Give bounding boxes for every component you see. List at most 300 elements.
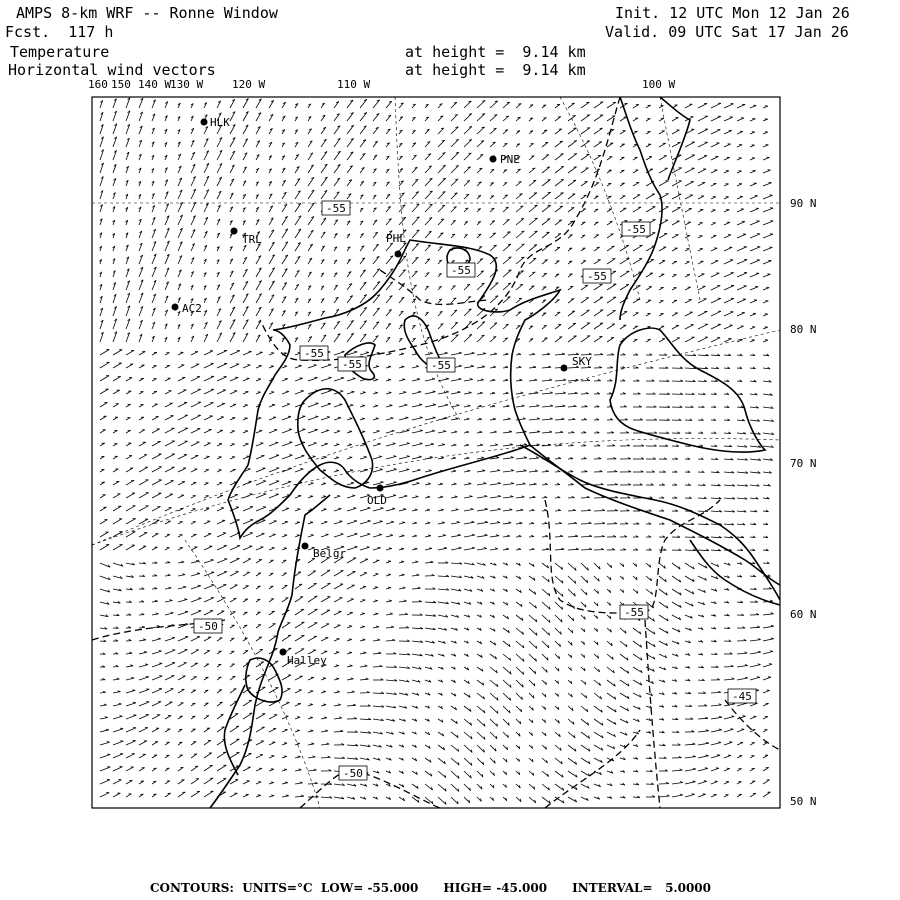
wind-vector-head bbox=[459, 365, 462, 366]
wind-vector-head bbox=[492, 379, 495, 380]
wind-vector bbox=[425, 444, 434, 446]
wind-vector-head bbox=[506, 392, 509, 393]
wind-vector bbox=[490, 128, 496, 134]
wind-vector-head bbox=[420, 443, 423, 444]
wind-vector bbox=[750, 183, 757, 186]
wind-vector bbox=[282, 598, 288, 602]
wind-vector-head bbox=[428, 535, 431, 536]
wind-vector bbox=[477, 271, 484, 277]
wind-vector bbox=[672, 181, 682, 186]
wind-vector-head bbox=[326, 430, 329, 431]
wind-vector bbox=[464, 535, 475, 537]
wind-vector bbox=[516, 458, 527, 459]
wind-vector bbox=[126, 506, 135, 511]
wind-vector bbox=[100, 495, 106, 498]
wind-vector bbox=[204, 651, 210, 655]
wind-vector bbox=[165, 716, 171, 720]
wind-vector bbox=[503, 116, 509, 121]
wind-vector bbox=[555, 129, 562, 134]
wind-vector-head bbox=[120, 716, 123, 717]
wind-vector-head bbox=[286, 391, 289, 392]
wind-vector bbox=[308, 583, 317, 589]
wind-vector bbox=[750, 119, 755, 121]
wind-vector-head bbox=[300, 378, 303, 379]
wind-vector-head bbox=[495, 548, 498, 549]
wind-vector bbox=[178, 575, 185, 576]
wind-vector-head bbox=[375, 600, 378, 601]
wind-vector-head bbox=[418, 391, 421, 392]
wind-vector bbox=[399, 601, 407, 602]
wind-vector bbox=[503, 419, 511, 420]
wind-vector bbox=[581, 576, 588, 583]
wind-vector-head bbox=[524, 470, 527, 471]
wind-vector bbox=[490, 283, 498, 290]
wind-vector bbox=[282, 216, 288, 225]
wind-vector bbox=[321, 624, 329, 628]
wind-vector-head bbox=[146, 676, 149, 677]
wind-vector bbox=[373, 667, 382, 668]
wind-vector bbox=[477, 535, 488, 537]
wind-vector bbox=[555, 117, 561, 121]
wind-vector bbox=[178, 377, 185, 381]
wind-vector-head bbox=[531, 522, 534, 523]
wind-vector bbox=[217, 572, 227, 576]
wind-vector bbox=[529, 602, 537, 608]
wind-vector bbox=[334, 151, 341, 160]
wind-vector bbox=[269, 268, 275, 277]
wind-vector bbox=[646, 273, 653, 277]
wind-vector bbox=[412, 562, 418, 563]
wind-vector-head bbox=[454, 444, 457, 445]
wind-vector bbox=[451, 484, 457, 485]
wind-vector bbox=[529, 419, 540, 420]
wind-vector bbox=[685, 155, 695, 160]
wind-vector bbox=[490, 549, 498, 550]
wind-vector bbox=[685, 325, 694, 329]
wind-vector bbox=[152, 534, 158, 537]
wind-vector bbox=[516, 471, 526, 472]
wind-vector bbox=[672, 221, 680, 225]
wind-vector-head bbox=[444, 547, 447, 548]
wind-vector bbox=[191, 574, 200, 577]
wind-vector bbox=[711, 116, 721, 121]
wind-vector bbox=[490, 719, 498, 726]
wind-vector bbox=[282, 675, 291, 680]
wind-vector bbox=[633, 195, 640, 199]
wind-vector bbox=[542, 576, 549, 582]
wind-vector bbox=[711, 692, 721, 693]
wind-vector-head bbox=[467, 457, 470, 458]
wind-vector-head bbox=[415, 561, 418, 562]
wind-vector bbox=[113, 404, 119, 407]
wind-vector-head bbox=[378, 443, 381, 444]
wind-vector-head bbox=[391, 626, 394, 627]
wind-vector-head bbox=[289, 429, 292, 430]
wind-vector bbox=[308, 596, 317, 602]
wind-vector bbox=[165, 378, 171, 381]
wind-vector bbox=[308, 203, 314, 212]
wind-vector-head bbox=[430, 353, 433, 354]
wind-vector bbox=[243, 352, 252, 356]
wind-vector bbox=[594, 115, 603, 121]
wind-vector bbox=[347, 496, 355, 498]
wind-vector bbox=[477, 706, 485, 713]
wind-vector bbox=[529, 193, 537, 199]
wind-vector bbox=[477, 127, 485, 134]
wind-vector bbox=[724, 144, 731, 147]
wind-vector bbox=[308, 636, 317, 641]
wind-vector-head bbox=[159, 651, 162, 652]
wind-vector-head bbox=[323, 691, 326, 692]
wind-vector bbox=[633, 245, 642, 251]
wind-vector-head bbox=[530, 131, 533, 132]
wind-vector bbox=[529, 615, 537, 622]
wind-vector bbox=[503, 270, 511, 277]
wind-vector bbox=[243, 444, 249, 446]
wind-vector-head bbox=[353, 508, 356, 509]
wind-vector-head bbox=[519, 522, 522, 523]
wind-vector bbox=[438, 523, 445, 524]
wind-vector bbox=[243, 572, 250, 576]
wind-vector-head bbox=[522, 405, 525, 406]
wind-vector-head bbox=[297, 509, 300, 510]
wind-vector-head bbox=[505, 379, 508, 380]
wind-vector-head bbox=[494, 431, 497, 432]
wind-vector-head bbox=[419, 404, 422, 405]
wind-vector bbox=[373, 431, 380, 433]
wind-vector bbox=[711, 324, 721, 329]
wind-vector bbox=[737, 247, 747, 251]
wind-vector-head bbox=[431, 443, 434, 444]
wind-vector-head bbox=[530, 339, 533, 340]
wind-vector bbox=[204, 376, 214, 381]
wind-vector bbox=[282, 468, 292, 472]
wind-vector bbox=[334, 114, 340, 121]
wind-vector bbox=[672, 325, 679, 329]
wind-vector bbox=[113, 506, 121, 511]
wind-vector bbox=[620, 271, 629, 277]
wind-vector bbox=[217, 546, 227, 550]
wind-vector bbox=[542, 485, 548, 486]
wind-vector-head bbox=[446, 378, 449, 379]
wind-vector bbox=[490, 445, 498, 446]
wind-vector-head bbox=[531, 286, 534, 287]
wind-vector bbox=[334, 352, 344, 355]
wind-vector-head bbox=[432, 430, 435, 431]
wind-vector-head bbox=[506, 548, 509, 549]
wind-vector-head bbox=[289, 455, 292, 456]
wind-vector bbox=[243, 365, 250, 368]
wind-vector bbox=[178, 390, 186, 394]
wind-vector bbox=[152, 454, 161, 459]
wind-vector bbox=[438, 392, 449, 394]
wind-vector bbox=[451, 497, 457, 498]
wind-vector-head bbox=[313, 456, 316, 457]
wind-vector bbox=[542, 471, 549, 472]
wind-vector-head bbox=[404, 495, 407, 496]
wind-vector bbox=[282, 404, 290, 407]
wind-vector-head bbox=[519, 366, 522, 367]
wind-vector-head bbox=[350, 665, 353, 666]
wind-vector bbox=[620, 693, 629, 699]
wind-vector bbox=[737, 132, 743, 135]
wind-vector-head bbox=[402, 522, 405, 523]
wind-vector bbox=[607, 719, 616, 725]
wind-vector bbox=[204, 351, 213, 355]
wind-vector-head bbox=[480, 444, 483, 445]
wind-vector bbox=[373, 366, 379, 368]
wind-vector bbox=[464, 484, 471, 485]
wind-vector bbox=[594, 284, 602, 290]
wind-vector bbox=[516, 536, 521, 537]
wind-vector-head bbox=[496, 457, 499, 458]
wind-vector-head bbox=[337, 496, 340, 497]
wind-vector bbox=[659, 615, 668, 621]
wind-vector-head bbox=[352, 691, 355, 692]
wind-vector bbox=[152, 676, 162, 680]
wind-vector bbox=[347, 558, 356, 563]
wind-vector bbox=[100, 403, 107, 408]
wind-vector bbox=[568, 167, 577, 173]
wind-vector-head bbox=[768, 677, 771, 678]
wind-vector bbox=[217, 364, 227, 369]
wind-vector-head bbox=[446, 391, 449, 392]
wind-vector bbox=[477, 393, 483, 394]
wind-vector bbox=[607, 246, 614, 251]
wind-vector-head bbox=[157, 626, 160, 627]
wind-vector-head bbox=[353, 378, 356, 379]
wind-vector bbox=[477, 335, 484, 342]
wind-vector-head bbox=[325, 521, 328, 522]
wind-vector bbox=[477, 471, 485, 472]
wind-vector bbox=[386, 444, 396, 446]
wind-vector bbox=[347, 547, 358, 550]
wind-vector bbox=[672, 130, 680, 134]
wind-vector-head bbox=[401, 548, 404, 549]
wind-vector bbox=[685, 550, 696, 551]
wind-vector bbox=[321, 522, 327, 524]
wind-vector bbox=[633, 641, 642, 647]
wind-vector bbox=[724, 210, 729, 212]
wind-vector-head bbox=[427, 509, 430, 510]
wind-vector bbox=[373, 521, 383, 524]
wind-vector bbox=[386, 640, 395, 641]
wind-vector bbox=[373, 469, 383, 472]
wind-vector bbox=[763, 261, 771, 264]
wind-vector bbox=[568, 563, 576, 571]
wind-vector bbox=[477, 141, 484, 147]
wind-vector bbox=[295, 704, 301, 706]
wind-vector-head bbox=[429, 470, 432, 471]
wind-vector-head bbox=[507, 405, 510, 406]
wind-vector-head bbox=[459, 352, 462, 353]
wind-vector bbox=[126, 666, 133, 667]
wind-vector-head bbox=[470, 379, 473, 380]
wind-vector bbox=[334, 138, 340, 147]
wind-vector bbox=[360, 653, 366, 654]
wind-vector bbox=[490, 101, 498, 108]
wind-vector bbox=[568, 208, 574, 213]
wind-vector bbox=[620, 208, 626, 212]
wind-vector bbox=[126, 391, 131, 394]
wind-vector bbox=[204, 416, 213, 420]
wind-vector bbox=[165, 588, 171, 589]
wind-vector bbox=[555, 206, 563, 212]
wind-vector bbox=[503, 244, 511, 251]
wind-vector bbox=[334, 126, 340, 134]
wind-vector bbox=[217, 351, 227, 356]
wind-vector bbox=[217, 495, 223, 498]
wind-vector-head bbox=[406, 469, 409, 470]
wind-vector bbox=[295, 216, 301, 225]
wind-vector bbox=[191, 598, 201, 602]
wind-vector-head bbox=[771, 638, 774, 639]
wind-vector bbox=[568, 536, 578, 537]
wind-vector bbox=[321, 535, 329, 538]
wind-vector bbox=[451, 419, 458, 420]
wind-vector-head bbox=[391, 521, 394, 522]
wind-vector bbox=[477, 367, 485, 368]
wind-vector bbox=[282, 255, 288, 264]
wind-vector bbox=[516, 367, 521, 368]
wind-vector bbox=[165, 521, 171, 524]
wind-vector bbox=[347, 379, 356, 382]
wind-vector bbox=[256, 456, 264, 459]
wind-vector bbox=[503, 232, 510, 238]
wind-vector bbox=[269, 494, 279, 498]
wind-vector bbox=[256, 468, 265, 472]
wind-vector bbox=[555, 576, 563, 583]
wind-vector bbox=[529, 484, 537, 485]
wind-vector bbox=[178, 415, 188, 420]
wind-vector bbox=[386, 256, 393, 264]
wind-vector bbox=[191, 442, 199, 446]
wind-vector bbox=[711, 130, 720, 134]
wind-vector-head bbox=[156, 613, 159, 614]
wind-vector-head bbox=[544, 496, 547, 497]
wind-vector bbox=[620, 680, 629, 686]
wind-vector bbox=[113, 679, 119, 680]
wind-vector bbox=[542, 393, 553, 394]
wind-vector-head bbox=[401, 366, 404, 367]
wind-vector bbox=[737, 105, 745, 109]
wind-vector bbox=[399, 270, 406, 277]
wind-vector-head bbox=[184, 599, 187, 600]
wind-vector bbox=[542, 167, 550, 173]
wind-vector bbox=[685, 168, 694, 173]
wind-vector bbox=[204, 546, 212, 550]
wind-vector bbox=[256, 714, 265, 719]
wind-vector-head bbox=[362, 405, 365, 406]
wind-vector bbox=[698, 116, 708, 121]
wind-vector-head bbox=[519, 379, 522, 380]
wind-vector bbox=[750, 627, 760, 628]
wind-vector bbox=[581, 498, 590, 499]
wind-vector bbox=[165, 403, 173, 407]
wind-vector bbox=[503, 510, 512, 511]
wind-vector bbox=[243, 294, 248, 303]
init-time: Init. 12 UTC Mon 12 Jan 26 bbox=[615, 4, 850, 22]
wind-vector-head bbox=[336, 470, 339, 471]
wind-vector bbox=[516, 284, 523, 290]
wind-vector-head bbox=[472, 521, 475, 522]
wind-vector bbox=[334, 534, 343, 537]
wind-vector bbox=[256, 268, 261, 277]
wind-vector bbox=[698, 129, 708, 134]
wind-vector-head bbox=[459, 547, 462, 548]
wind-vector bbox=[204, 598, 214, 602]
wind-vector bbox=[737, 145, 742, 147]
wind-vector bbox=[568, 103, 575, 108]
wind-vector bbox=[503, 283, 511, 290]
wind-vector-head bbox=[522, 244, 525, 245]
wind-vector-head bbox=[556, 287, 559, 288]
wind-vector bbox=[269, 392, 274, 394]
wind-vector bbox=[308, 378, 318, 381]
wind-vector bbox=[269, 624, 276, 628]
wind-vector-head bbox=[388, 353, 391, 354]
wind-vector bbox=[139, 519, 148, 524]
wind-vector bbox=[412, 444, 422, 446]
wind-vector bbox=[399, 470, 409, 473]
wind-vector bbox=[152, 702, 161, 706]
wind-vector bbox=[568, 311, 575, 316]
wind-vector-head bbox=[561, 179, 564, 180]
wind-vector-head bbox=[155, 600, 158, 601]
wind-vector-head bbox=[325, 443, 328, 444]
wind-vector bbox=[607, 259, 615, 264]
wind-vector bbox=[451, 115, 458, 122]
wind-vector bbox=[646, 641, 655, 647]
wind-vector bbox=[217, 377, 227, 381]
wind-vector bbox=[490, 471, 500, 473]
wind-vector bbox=[750, 273, 759, 277]
wind-vector bbox=[581, 336, 590, 342]
wind-vector bbox=[750, 677, 760, 680]
wind-vector bbox=[295, 366, 302, 368]
wind-vector-head bbox=[479, 431, 482, 432]
wind-vector bbox=[685, 355, 696, 356]
wind-vector bbox=[152, 467, 162, 472]
wind-vector bbox=[464, 334, 472, 342]
wind-vector bbox=[152, 429, 160, 433]
wind-vector bbox=[503, 706, 510, 713]
wind-vector bbox=[373, 693, 384, 694]
wind-vector bbox=[204, 443, 211, 446]
wind-vector-head bbox=[339, 521, 342, 522]
wind-vector bbox=[321, 597, 330, 602]
wind-vector bbox=[152, 639, 161, 641]
wind-vector bbox=[321, 430, 329, 433]
wind-vector-head bbox=[459, 378, 462, 379]
wind-vector-head bbox=[771, 625, 774, 626]
wind-vector bbox=[698, 274, 704, 277]
wind-vector-head bbox=[393, 495, 396, 496]
wind-vector-head bbox=[547, 180, 550, 181]
wind-vector-head bbox=[440, 483, 443, 484]
wind-vector-head bbox=[758, 664, 761, 665]
wind-vector bbox=[724, 667, 734, 668]
wind-vector-head bbox=[441, 509, 444, 510]
wind-vector bbox=[490, 432, 497, 433]
wind-vector bbox=[581, 589, 587, 595]
wind-vector bbox=[646, 287, 652, 290]
wind-vector-head bbox=[311, 535, 314, 536]
wind-vector bbox=[295, 609, 304, 615]
wind-vector-head bbox=[511, 483, 514, 484]
wind-vector bbox=[386, 509, 395, 511]
wind-vector-head bbox=[315, 429, 318, 430]
